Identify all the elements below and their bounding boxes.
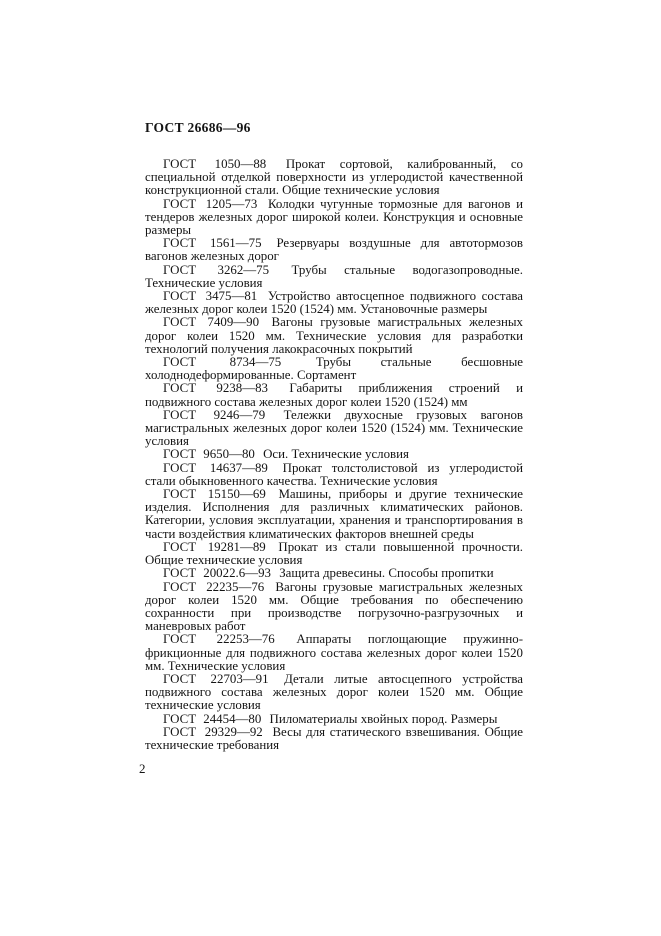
- standard-entry: [145, 541, 523, 567]
- standard-code: ГОСТ 1050—88: [163, 157, 267, 171]
- standard-entry: [145, 462, 523, 488]
- standard-title: Вагоны грузовые магистральных железных дорог колеи 1520 мм. Технические условия для разработки технологий получения лакокрасочных покрытий: [145, 315, 523, 356]
- standard-entry: [145, 726, 523, 752]
- standard-entry: [145, 237, 523, 263]
- standard-entry: [145, 356, 523, 382]
- standard-title: Трубы стальные бесшовные холоднодеформированные. Сортамент: [145, 355, 523, 383]
- standard-title: Прокат толстолистовой из углеродистой стали обыкновенного качества. Технические условия: [145, 460, 523, 488]
- standard-code: ГОСТ 9246—79: [163, 407, 266, 422]
- standard-title: Аппараты поглощающие пружинно-фрикционные для подвижного состава железных дорог колеи 1520 мм. Технические условия: [145, 632, 523, 673]
- standard-entry: [145, 673, 523, 713]
- standard-code: ГОСТ 20022.6—93: [163, 566, 271, 581]
- standard-code: ГОСТ 7409—90: [163, 315, 260, 330]
- standard-code: ГОСТ 24454—80: [163, 711, 262, 726]
- standard-code: ГОСТ 3475—81: [163, 289, 258, 304]
- standard-entry: [145, 581, 523, 634]
- standard-entry: [145, 488, 523, 541]
- page-content: [139, 120, 523, 777]
- standard-title: Детали литые автосцепного устройства подвижного состава железных дорог колеи 1520 мм. Общие технические условия: [145, 671, 523, 713]
- standard-title: Вагоны грузовые магистральных железных дорог колеи 1520 мм. Общие требования по обеспечению сохранности при производстве погрузочно-разгрузочных и маневровых работ: [145, 579, 523, 634]
- standard-code: ГОСТ 22703—91: [163, 671, 269, 686]
- standard-code: ГОСТ 3262—75: [163, 262, 270, 277]
- standard-code: ГОСТ 14637—89: [163, 460, 268, 475]
- standard-title: Защита древесины. Способы пропитки: [279, 566, 494, 581]
- standard-title: Резервуары воздушные для автотормозов вагонов железных дорог: [145, 236, 523, 264]
- standard-entry: [145, 198, 523, 238]
- standard-title: Габариты приближения строений и подвижного состава железных дорог колеи 1520 (1524) мм: [145, 381, 523, 409]
- standard-entry: [145, 316, 523, 356]
- standard-title: Тележки двухосные грузовых вагонов магистральных железных дорог колеи 1520 (1524) мм. Технические условия: [145, 407, 523, 449]
- standard-code: ГОСТ 1205—73: [163, 196, 258, 211]
- standard-entry: [145, 633, 523, 673]
- standard-entry: [145, 290, 523, 316]
- standard-title: Оси. Технические условия: [263, 447, 409, 462]
- standard-code: ГОСТ 9650—80: [163, 447, 255, 462]
- standard-title: Прокат из стали повышенной прочности. Общие технические условия: [145, 539, 523, 568]
- standard-entry: [145, 382, 523, 408]
- standard-entry: [145, 409, 523, 449]
- standard-title: Весы для статического взвешивания. Общие технические требования: [145, 724, 523, 752]
- standards-list: [145, 158, 523, 752]
- page-number: 2: [139, 761, 146, 777]
- standard-code: ГОСТ 9238—83: [163, 381, 268, 396]
- standard-code: ГОСТ 22235—76: [163, 579, 265, 594]
- standard-title: Пиломатериалы хвойных пород. Размеры: [269, 711, 498, 726]
- standard-entry: [145, 264, 523, 290]
- standard-number-header: ГОСТ 26686—96: [145, 120, 251, 135]
- standard-title: Колодки чугунные тормозные для вагонов и тендеров железных дорог широкой колеи. Конструкция и основные размеры: [145, 196, 523, 238]
- standard-code: ГОСТ 8734—75: [163, 355, 282, 370]
- standard-code: ГОСТ 19281—89: [163, 539, 266, 554]
- standard-title: Трубы стальные водогазопроводные. Технические условия: [145, 262, 523, 290]
- standard-title: Устройство автосцепное подвижного состава железных дорог колеи 1520 (1524) мм. Установочные размеры: [145, 289, 523, 317]
- standard-title: Прокат сортовой, калиброванный, со специальной отделкой поверхности из углеродистой качественной конструкционной стали. Общие технические условия: [145, 157, 523, 198]
- standard-code: ГОСТ 22253—76: [163, 632, 275, 647]
- standard-code: ГОСТ 29329—92: [163, 724, 263, 739]
- standard-entry: [145, 158, 523, 198]
- standard-code: ГОСТ 1561—75: [163, 236, 262, 251]
- standard-title: Машины, приборы и другие технические изделия. Исполнения для различных климатических районов. Категории, условия эксплуатации, хранения и транспортирования в части воздействия климатических факторов внешней среды: [145, 487, 523, 541]
- standard-code: ГОСТ 15150—69: [163, 487, 266, 502]
